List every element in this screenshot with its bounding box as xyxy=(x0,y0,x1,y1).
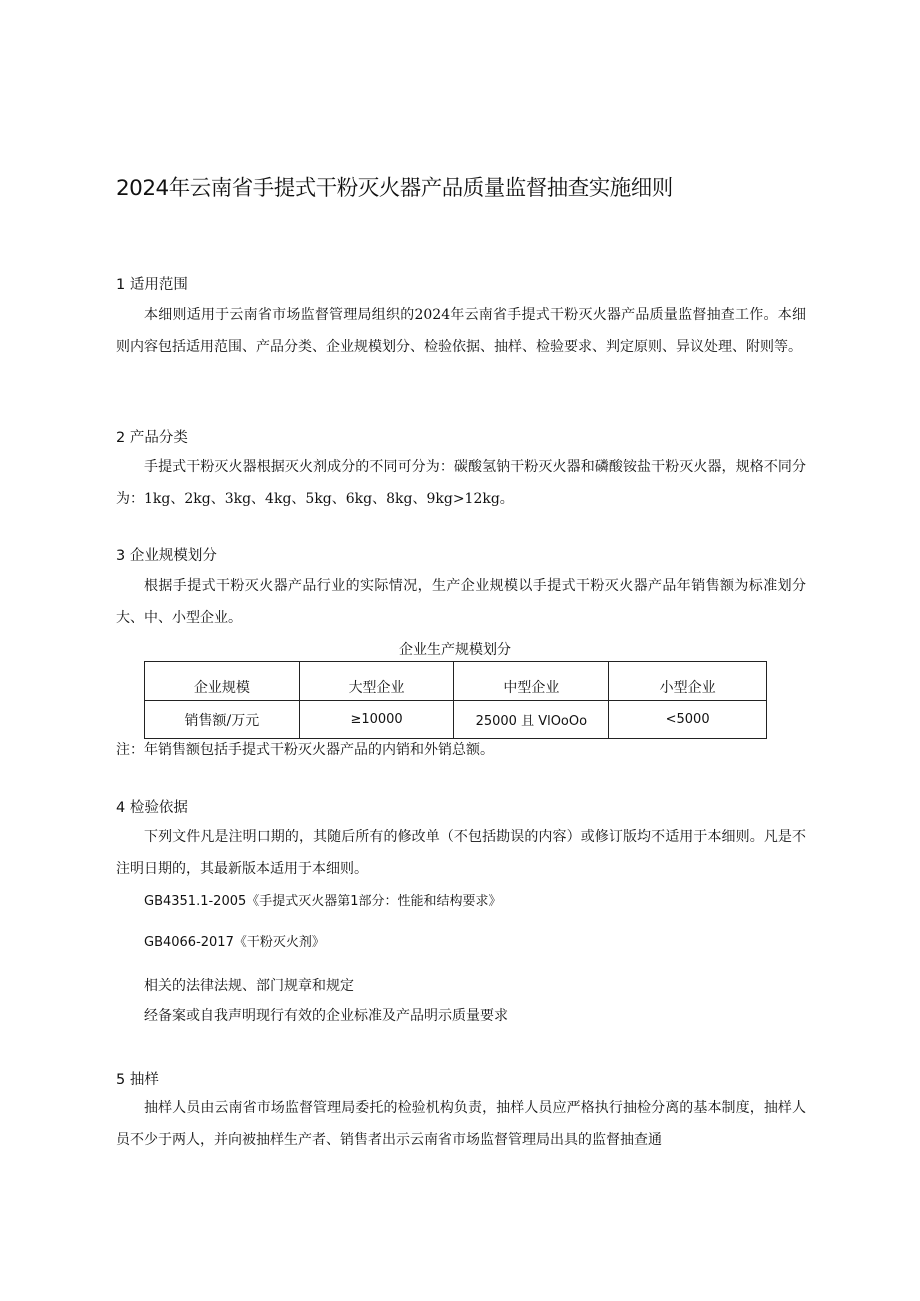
table-cell: 销售额/万元 xyxy=(145,701,300,739)
table-cell: ≥10000 xyxy=(299,701,454,739)
section-paragraph-enterprise-scale: 根据手提式干粉灭火器产品行业的实际情况，生产企业规模以手提式干粉灭火器产品年销售额为标准划分大、中、小型企业。 xyxy=(116,578,806,626)
table-note: 注：年销售额包括手提式干粉灭火器产品的内销和外销总额。 xyxy=(116,742,494,758)
table-header-cell: 中型企业 xyxy=(454,662,609,701)
table-header-cell: 大型企业 xyxy=(299,662,454,701)
table-header-row xyxy=(145,662,767,701)
standard-item: GB4351.1-2005《手提式灭火器第1部分：性能和结构要求》 xyxy=(144,894,502,909)
section-paragraph-sampling: 抽样人员由云南省市场监督管理局委托的检验机构负责，抽样人员应严格执行抽检分离的基本制度，抽样人员不少于两人，并向被抽样生产者、销售者出示云南省市场监督管理局出具的监督抽查通 xyxy=(116,1100,806,1148)
section-paragraph-basis: 下列文件凡是注明口期的，其随后所有的修改单（不包括勘误的内容）或修订版均不适用于本细则。凡是不注明日期的，其最新版本适用于本细则。 xyxy=(116,829,806,877)
scale-table xyxy=(144,661,767,739)
section-heading-enterprise-scale: 3 企业规模划分 xyxy=(116,548,217,564)
table-row xyxy=(145,701,767,739)
section-heading-scope: 1 适用范围 xyxy=(116,277,188,293)
section-heading-classification: 2 产品分类 xyxy=(116,430,188,446)
section-paragraph-scope: 本细则适用于云南省市场监督管理局组织的2024年云南省手提式干粉灭火器产品质量监督抽查工作。本细则内容包括适用范围、产品分类、企业规模划分、检验依据、抽样、检验要求、判定原则、异议处理、附则等。 xyxy=(116,307,806,355)
table-cell: 25000 且 VlOoOo xyxy=(454,701,609,739)
section-heading-basis: 4 检验依据 xyxy=(116,800,188,816)
section-heading-sampling: 5 抽样 xyxy=(116,1072,159,1088)
basis-item: 相关的法律法规、部门规章和规定 xyxy=(144,978,354,994)
table-cell: <5000 xyxy=(609,701,767,739)
document-title: 2024年云南省手提式干粉灭火器产品质量监督抽查实施细则 xyxy=(116,176,673,201)
table-header-cell: 小型企业 xyxy=(609,662,767,701)
basis-item: 经备案或自我声明现行有效的企业标准及产品明示质量要求 xyxy=(144,1008,508,1024)
table-header-cell: 企业规模 xyxy=(145,662,300,701)
standard-item: GB4066-2017《干粉灭火剂》 xyxy=(144,935,325,950)
table-caption: 企业生产规模划分 xyxy=(399,642,511,658)
section-paragraph-classification: 手提式干粉灭火器根据灭火剂成分的不同可分为：碳酸氢钠干粉灭火器和磷酸铵盐干粉灭火器，规格不同分为：1kg、2kg、3kg、4kg、5kg、6kg、8kg、9kg>12kg。 xyxy=(116,459,806,507)
